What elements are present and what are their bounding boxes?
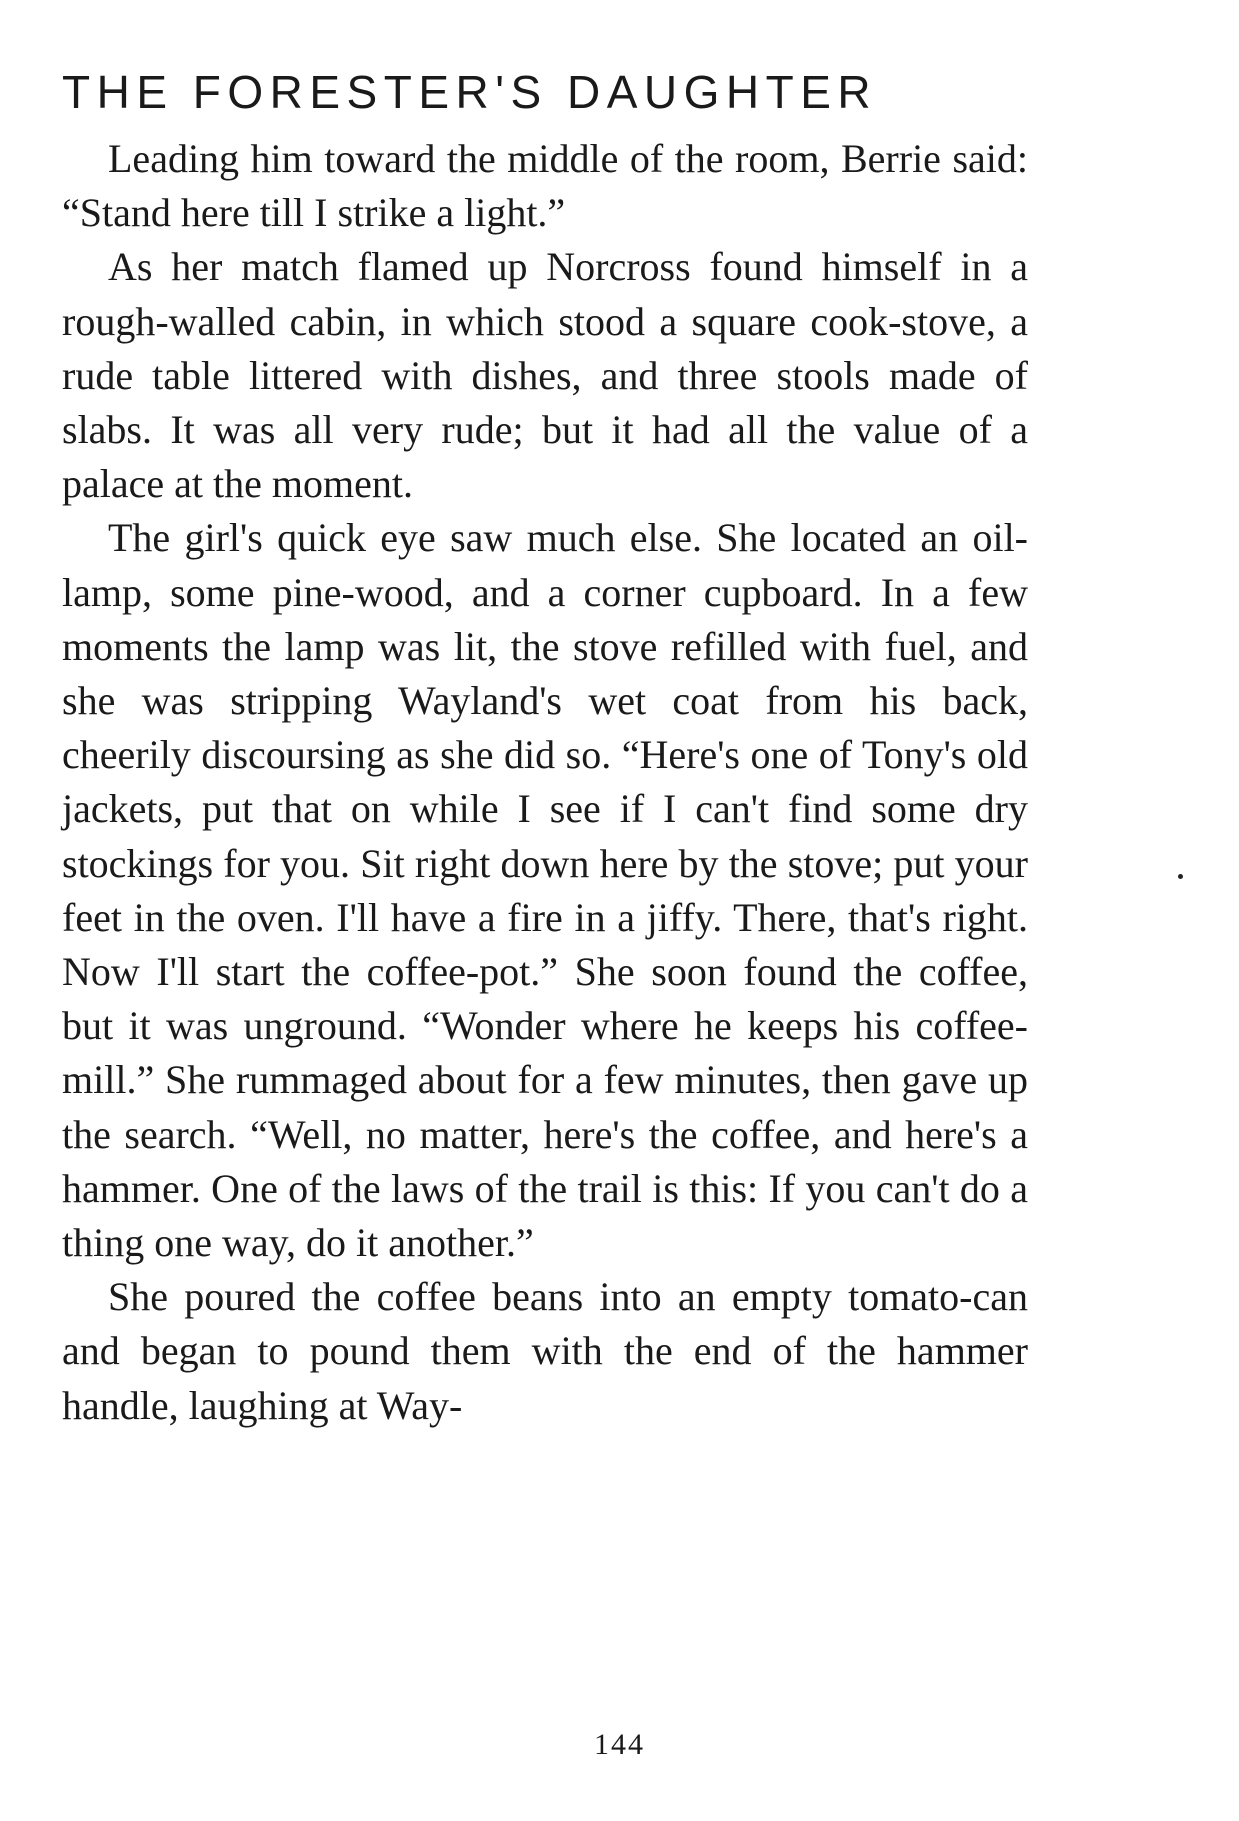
paragraph-4: She poured the coffee beans into an empty tomato-can and began to pound them with the end of the hammer handle, laughing at Way- bbox=[62, 1274, 1028, 1428]
paragraph-3: The girl's quick eye saw much else. She located an oil-lamp, some pine-wood, and a corner cupboard. In a few moments the lamp was lit, the stove refilled with fuel, and she was stripping Wayland's wet coat from his back, cheerily discoursing as she did so. “Here's one of Tony's old jackets, put that on while I see if I can't find some dry stockings for you. Sit right down here by the stove; put your feet in the oven. I'll have a fire in a jiffy. There, that's right. Now I'll start the coffee-pot.” She soon found the coffee, but it was unground. “Wonder where he keeps his coffee-mill.” She rummaged about for a few minutes, then gave up the search. “Well, no matter, here's the coffee, and here's a hammer. One of the laws of the trail is this: If you can't do a thing one way, do it another.” bbox=[62, 515, 1028, 1266]
paragraph-1: Leading him toward the middle of the room, Berrie said: “Stand here till I strike a light.” bbox=[62, 136, 1028, 236]
ink-speck bbox=[1178, 874, 1183, 879]
page-number: 144 bbox=[594, 1728, 645, 1761]
body-text bbox=[62, 132, 1028, 1433]
paragraph-2: As her match flamed up Norcross found himself in a rough-walled cabin, in which stood a square cook-stove, a rude table littered with dishes, and three stools made of slabs. It was all very rude; but it had all the value of a palace at the moment. bbox=[62, 244, 1028, 507]
running-head: THE FORESTER'S DAUGHTER bbox=[62, 66, 878, 118]
book-page bbox=[62, 60, 1028, 1433]
